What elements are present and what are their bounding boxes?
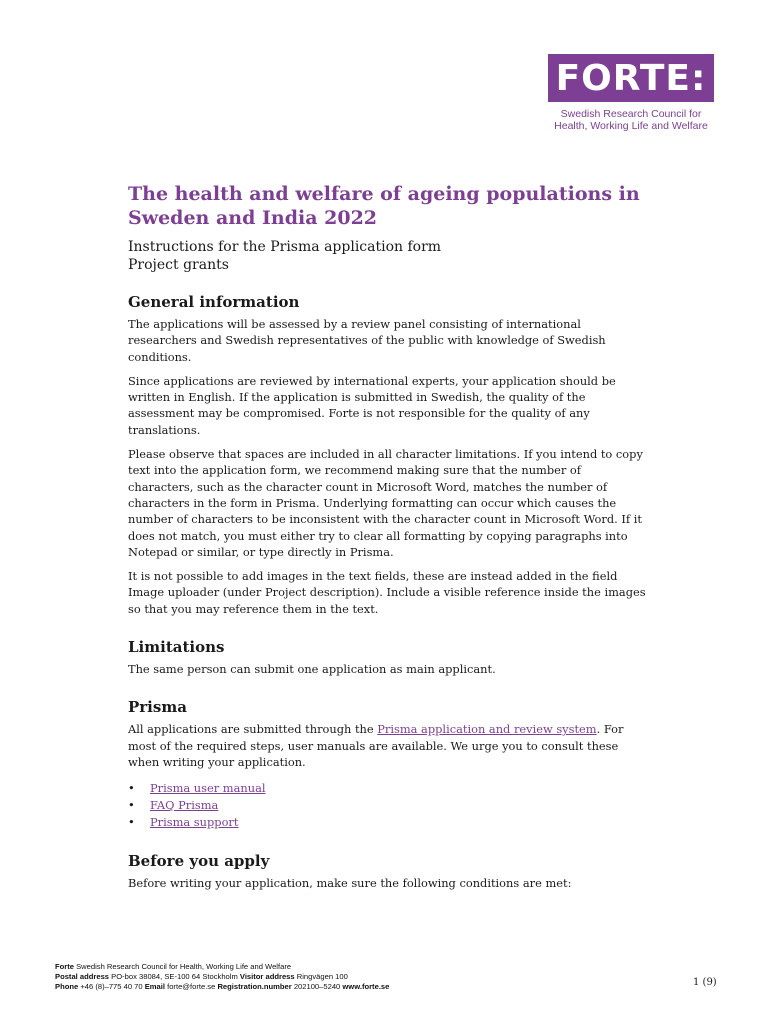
general-paragraph-3: Please observe that spaces are included in all character limitations. If you intend to copy text into the application form, we recommend making sure that the number of characters, such as the character count in Microsoft Word, matches the number of characters in the form in Prisma. Underlying formatting can occur which causes the number of characters to be inconsistent with the character count in Microsoft Word. If it does not match, you must either try to clear all formatting by copying paragraphs into Notepad or similar, or type directly in Prisma. (128, 447, 643, 559)
forte-logo (548, 54, 714, 132)
general-paragraph-4: It is not possible to add images in the text fields, these are instead added in the field Image uploader (under Project description). Include a visible reference inside the images so that you may reference them in the text. (128, 569, 646, 616)
footer-org-name: Swedish Research Council for Health, Working Life and Welfare (73, 962, 292, 971)
prisma-support-link[interactable]: Prisma support (150, 815, 239, 830)
footer-visitor-address: Ringvägen 100 (294, 972, 348, 981)
page-footer (55, 962, 555, 992)
footer-email: forte@forte.se (164, 982, 218, 991)
before-apply-heading: Before you apply (128, 852, 270, 871)
footer-postal-address: PO-box 38084, SE-100 64 Stockholm (109, 972, 240, 981)
general-heading: General information (128, 293, 300, 311)
footer-regnum-label: Registration.number (217, 982, 292, 991)
prisma-system-link[interactable]: Prisma application and review system (377, 722, 597, 737)
bullet-icon: • (128, 781, 135, 796)
bullet-icon: • (128, 798, 135, 813)
prisma-user-manual-link[interactable]: Prisma user manual (150, 781, 266, 796)
limitations-paragraph: The same person can submit one application as main applicant. (128, 662, 496, 677)
document-subtitle (128, 238, 648, 274)
general-paragraph-2: Since applications are reviewed by international experts, your application should be written in English. If the application is submitted in Swedish, the quality of the assessment may be compromised. Forte is not responsible for the quality of any translations. (128, 373, 616, 437)
footer-website: www.forte.se (342, 982, 390, 991)
faq-prisma-link[interactable]: FAQ Prisma (150, 798, 219, 813)
document-title: The health and welfare of ageing populations in Sweden and India 2022 (128, 183, 640, 229)
prisma-text-after: . For most of the required steps, user manuals are available. We urge you to consult these when writing your application. (128, 722, 624, 769)
logo-subtitle (548, 108, 714, 132)
footer-phone: +46 (8)–775 40 70 (78, 982, 145, 991)
before-apply-paragraph: Before writing your application, make sure the following conditions are met: (128, 876, 572, 891)
list-item (128, 780, 648, 797)
limitations-heading: Limitations (128, 638, 225, 657)
list-item (128, 814, 648, 831)
footer-postal-label: Postal address (55, 972, 110, 981)
bullet-icon: • (128, 815, 135, 830)
subtitle-line2: Project grants (128, 257, 229, 273)
logo-subtitle-line2: Health, Working Life and Welfare (554, 120, 708, 132)
prisma-links-list (128, 780, 648, 831)
footer-email-label: Email (144, 982, 165, 991)
footer-regnum: 202100–5240 (291, 982, 343, 991)
page-number: 1 (9) (693, 977, 717, 988)
subtitle-line1: Instructions for the Prisma application form (128, 239, 442, 255)
footer-line1 (55, 962, 555, 972)
footer-org-label: Forte (55, 962, 74, 971)
general-paragraph-1: The applications will be assessed by a review panel consisting of international researchers and Swedish representatives of the public with knowledge of Swedish conditions. (128, 317, 606, 364)
footer-visitor-label: Visitor address (239, 972, 295, 981)
document-body (128, 182, 648, 900)
list-item (128, 797, 648, 814)
prisma-paragraph (128, 721, 648, 770)
prisma-text-before: All applications are submitted through the (128, 722, 378, 737)
logo-subtitle-line1: Swedish Research Council for (560, 108, 702, 120)
footer-line3 (55, 982, 555, 992)
footer-line2 (55, 972, 555, 982)
footer-phone-label: Phone (55, 982, 79, 991)
logo-wordmark: FORTE: (548, 54, 714, 102)
prisma-heading: Prisma (128, 698, 187, 717)
